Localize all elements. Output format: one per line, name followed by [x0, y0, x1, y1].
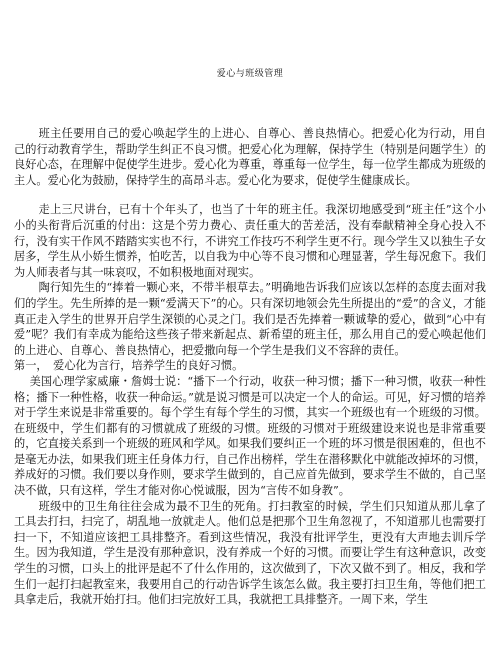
document-body	[14, 126, 486, 608]
paragraph-habits: 美国心理学家威廉・詹姆士说：“播下一个行动，收获一种习惯；播下一种习惯，收获一种性格；播下一种性格，收获一种命运。”就是说习惯是可以决定一个人的命运。可见，好习惯的培养对于学生来说是非常重要的。每个学生有每个学生的习惯，其实一个班级也有一个班级的习惯。在班级中，学生们都有的习惯就成了班级的习惯。班级的习惯对于班级建设来说也是非常重要的，它直接关系到一个班级的班风和学风。如果我们要纠正一个班的坏习惯是很困难的，但也不是毫无办法，如果我们班主任身体力行，自己作出榜样，学生在潜移默化中就能改掉坏的习惯，养成好的习惯。我们要以身作则，要求学生做到的，自己应首先做到，要求学生不做的，自己坚决不做，只有这样，学生才能对你心悦诚服，因为“言传不如身教”。	[14, 374, 486, 498]
paragraph-intro: 班主任要用自己的爱心唤起学生的上进心、自尊心、善良热情心。把爱心化为行动，用自己的行动教育学生，帮助学生纠正不良习惯。把爱心化为理解，保持学生（特别是问题学生）的良好心态，在理解中促使学生进步。爱心化为尊重，尊重每一位学生，每一位学生都成为班级的主人。爱心化为鼓励，保持学生的高昂斗志。爱心化为要求，促使学生健康成长。	[14, 127, 486, 187]
paragraph-tao-xingzhi: 陶行知先生的“捧着一颗心来，不带半根草去。”明确地告诉我们应该以怎样的态度去面对我们的学生。先生所捧的是一颗“爱满天下”的心。只有深切地领会先生所提出的“爱”的含义，才能真正走入学生的世界开启学生深锁的心灵之门。我们是否先捧着一颗诚挚的爱心，做到“心中有爱”呢？我们有幸成为能给这些孩子带来新起点、新希望的班主任，那么用自己的爱心唤起他们的上进心、自尊心、善良热情心，把爱撒向每一个学生是我们义不容辞的责任。	[14, 281, 486, 357]
paragraph-gap	[14, 188, 486, 202]
paragraph-hygiene-corner: 班级中的卫生角往往会成为最不卫生的死角。打扫教室的时候，学生们只知道从那儿拿了工具去打扫，扫完了，胡乱地一放就走人。他们总是把那个卫生角忽视了，不知道那儿也需要打扫一下，不知道应该把工具排整齐。看到这些情况，我没有批评学生，更没有大声地去训斥学生。因为我知道，学生是没有那种意识，没有养成一个好的习惯。而要让学生有这种意识，改变学生的习惯，口头上的批评是起不了什么作用的，这次做到了，下次又做不到了。相反，我和学生们一起打扫起教室来，我要用自己的行动告诉学生该怎么做。我主要打扫卫生角，等他们把工具拿走后，我就开始打扫。他们扫完放好工具，我就把工具排整齐。一周下来，学生	[14, 499, 486, 607]
section-heading-first: 第一， 爱心化为言行，培养学生的良好习惯。	[14, 359, 244, 373]
paragraph-experience: 走上三尺讲台，已有十个年头了，也当了十年的班主任。我深切地感受到“班主任”这个小小的头衔背后沉重的付出：这是个劳力费心、责任重大的苦差活，没有奉献精神全身心投入不行，没有实干作风不踏踏实实也不行，不讲究工作技巧不利学生更不行。现今学生又以独生子女居多，学生从小娇生惯养，怕吃苦，以自我为中心等不良习惯和心理显著，学生每况愈下。我们为人师表者与其一味哀叹，不如积极地面对现实。	[14, 203, 486, 279]
document-title: 爱心与班级管理	[216, 69, 284, 79]
